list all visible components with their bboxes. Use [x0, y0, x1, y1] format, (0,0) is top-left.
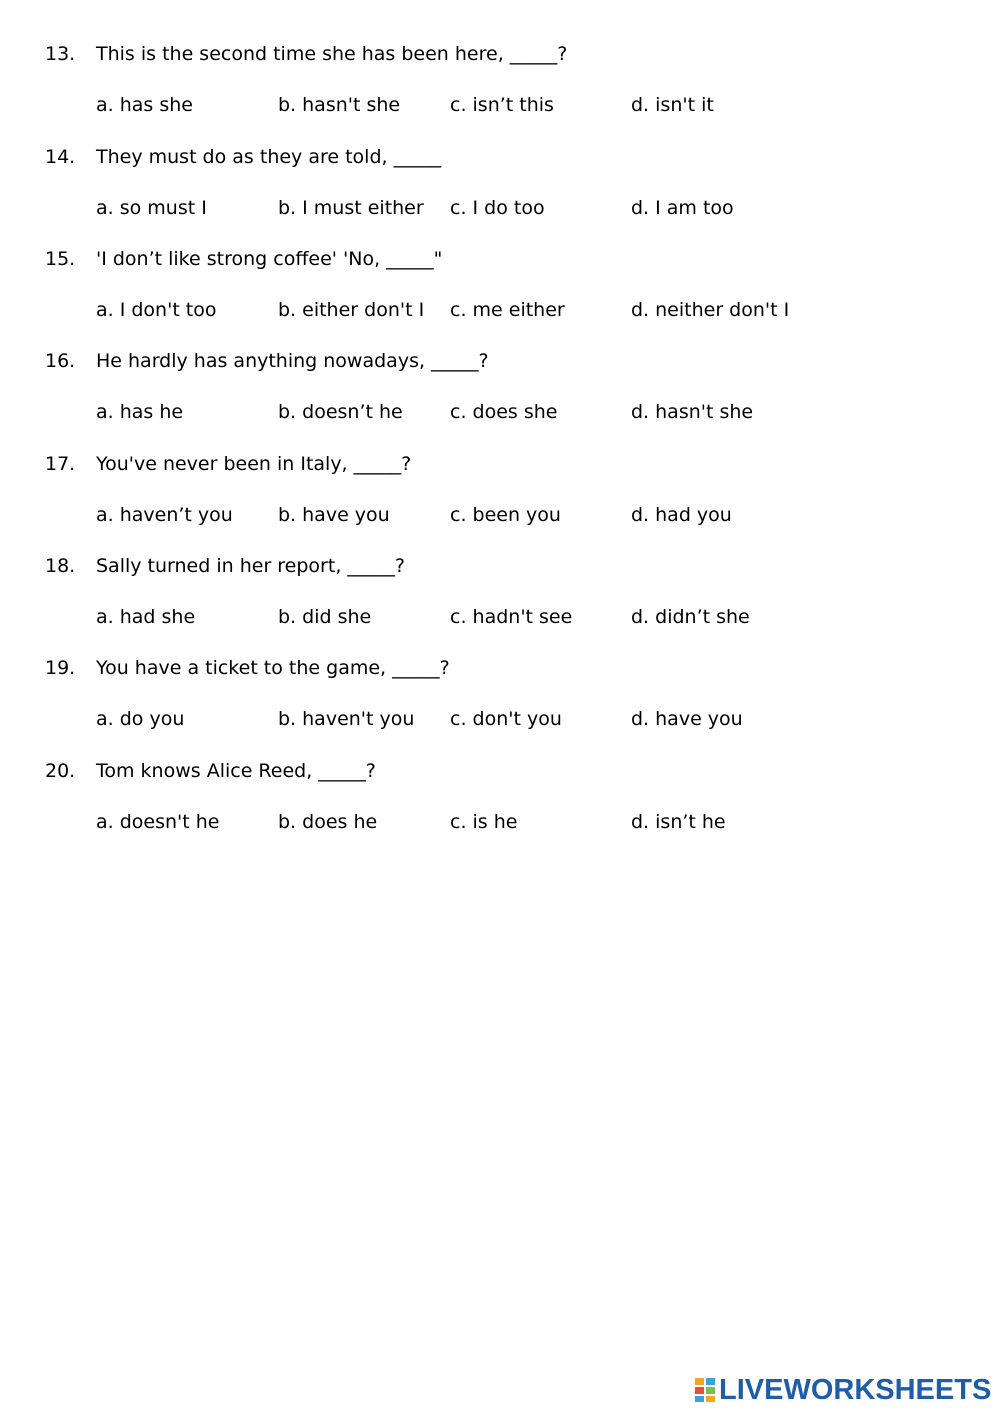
- question-16: [0, 349, 1000, 439]
- option-a[interactable]: a. has he: [96, 401, 184, 423]
- option-b[interactable]: b. either don't I: [278, 299, 425, 321]
- question-14: [0, 145, 1000, 235]
- question-18: [0, 554, 1000, 644]
- question-text: This is the second time she has been here, _____?: [96, 43, 568, 65]
- question-13: [0, 42, 1000, 132]
- option-d[interactable]: d. had you: [631, 504, 732, 526]
- option-a[interactable]: a. had she: [96, 606, 196, 628]
- option-a[interactable]: a. has she: [96, 94, 193, 116]
- question-number: 15.: [45, 248, 76, 270]
- option-d[interactable]: d. have you: [631, 708, 743, 730]
- option-a[interactable]: a. doesn't he: [96, 811, 220, 833]
- option-c[interactable]: c. hadn't see: [450, 606, 573, 628]
- question-text: He hardly has anything nowadays, _____?: [96, 350, 489, 372]
- option-d[interactable]: d. isn’t he: [631, 811, 726, 833]
- liveworksheets-logo: [694, 1374, 991, 1406]
- option-c[interactable]: c. me either: [450, 299, 565, 321]
- option-d[interactable]: d. isn't it: [631, 94, 714, 116]
- question-15: [0, 247, 1000, 337]
- option-b[interactable]: b. hasn't she: [278, 94, 401, 116]
- question-19: [0, 656, 1000, 746]
- question-text: Sally turned in her report, _____?: [96, 555, 405, 577]
- question-text: They must do as they are told, _____: [96, 146, 442, 168]
- question-text: Tom knows Alice Reed, _____?: [96, 760, 376, 782]
- option-b[interactable]: b. did she: [278, 606, 372, 628]
- option-c[interactable]: c. been you: [450, 504, 561, 526]
- option-b[interactable]: b. I must either: [278, 197, 424, 219]
- question-number: 16.: [45, 350, 76, 372]
- option-b[interactable]: b. haven't you: [278, 708, 415, 730]
- question-number: 20.: [45, 760, 76, 782]
- option-a[interactable]: a. do you: [96, 708, 185, 730]
- option-c[interactable]: c. is he: [450, 811, 518, 833]
- logo-text: LIVEWORKSHEETS: [719, 1374, 992, 1406]
- option-c[interactable]: c. isn’t this: [450, 94, 554, 116]
- question-text: You have a ticket to the game, _____?: [96, 657, 450, 679]
- option-a[interactable]: a. I don't too: [96, 299, 217, 321]
- question-number: 19.: [45, 657, 76, 679]
- option-d[interactable]: d. hasn't she: [631, 401, 754, 423]
- question-number: 13.: [45, 43, 76, 65]
- liveworksheets-logo-icon: [694, 1377, 716, 1403]
- question-text: 'I don’t like strong coffee' 'No, _____": [96, 248, 443, 270]
- question-17: [0, 452, 1000, 542]
- question-number: 17.: [45, 453, 76, 475]
- option-d[interactable]: d. didn’t she: [631, 606, 750, 628]
- question-number: 14.: [45, 146, 76, 168]
- option-c[interactable]: c. I do too: [450, 197, 545, 219]
- option-b[interactable]: b. does he: [278, 811, 378, 833]
- option-b[interactable]: b. doesn’t he: [278, 401, 403, 423]
- question-text: You've never been in Italy, _____?: [96, 453, 412, 475]
- question-number: 18.: [45, 555, 76, 577]
- option-b[interactable]: b. have you: [278, 504, 390, 526]
- option-a[interactable]: a. haven’t you: [96, 504, 233, 526]
- option-d[interactable]: d. I am too: [631, 197, 734, 219]
- option-c[interactable]: c. don't you: [450, 708, 562, 730]
- option-c[interactable]: c. does she: [450, 401, 558, 423]
- option-d[interactable]: d. neither don't I: [631, 299, 790, 321]
- option-a[interactable]: a. so must I: [96, 197, 207, 219]
- question-20: [0, 759, 1000, 849]
